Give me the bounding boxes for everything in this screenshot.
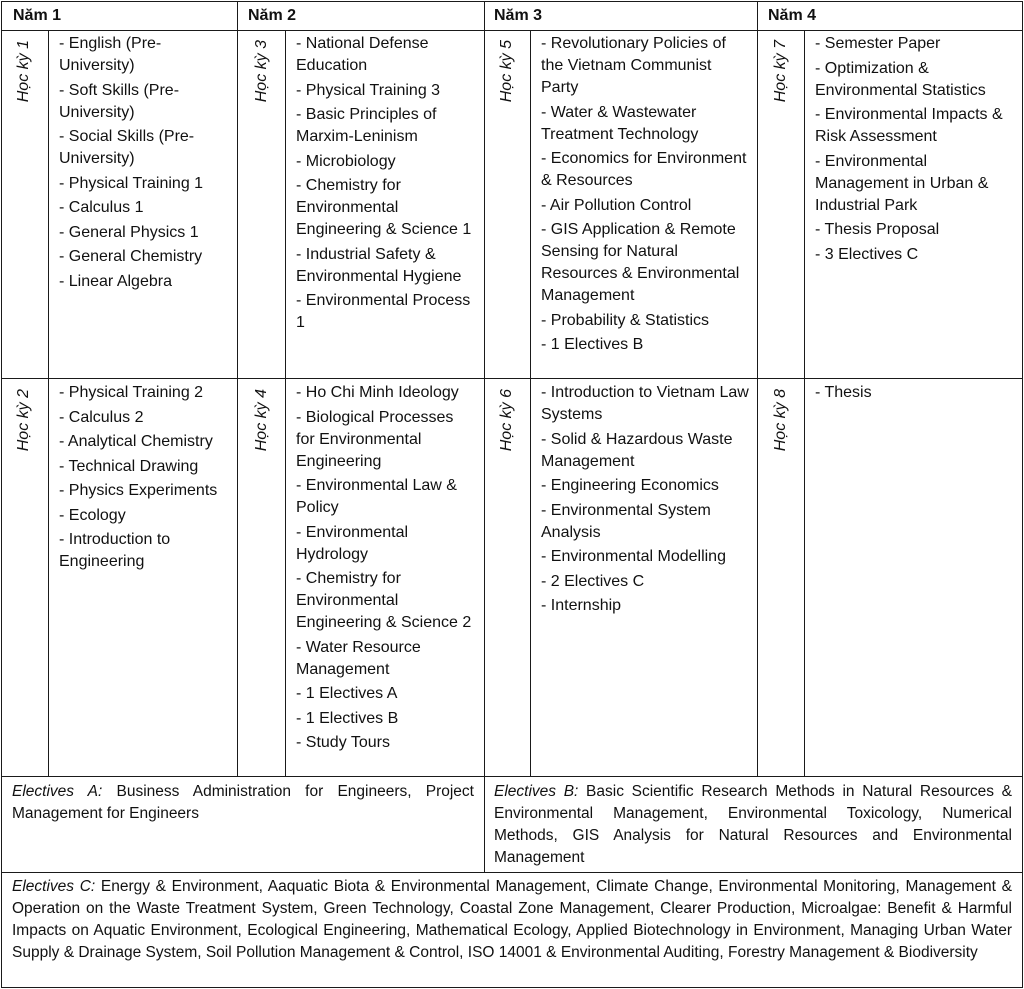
course-item: - Water & Wastewater Treatment Technology xyxy=(541,103,699,143)
course-item: - Introduction to Vietnam Law Systems xyxy=(541,384,749,423)
table-border-left xyxy=(1,1,2,988)
table-row-divider xyxy=(1,378,1023,379)
course-item: - Environmental Impacts & Risk Assessment xyxy=(815,106,1003,145)
course-list-semester-6 xyxy=(541,382,749,620)
label-divider xyxy=(530,30,531,777)
electives-a xyxy=(12,781,474,825)
column-divider xyxy=(484,1,485,873)
table-row-divider xyxy=(1,872,1023,873)
semester-label-5: Học kỳ 5 xyxy=(498,40,515,103)
course-item: - Environmental Management in Urban & Industrial Park xyxy=(815,152,989,214)
electives-b xyxy=(494,781,1012,869)
year-header-2: Năm 2 xyxy=(248,7,297,24)
course-item: - Physical Training 1 xyxy=(59,174,204,192)
course-item: - Physical Training 3 xyxy=(296,81,441,99)
course-item: - National Defense Education xyxy=(296,35,429,74)
course-item: - Soft Skills (Pre-University) xyxy=(59,81,180,121)
column-divider xyxy=(237,1,238,777)
course-item: - Engineering Economics xyxy=(541,477,719,494)
electives-c-label: Electives C: xyxy=(12,878,96,895)
course-list-semester-4 xyxy=(296,382,476,757)
electives-a-label: Electives A: xyxy=(12,783,103,800)
course-item: - Calculus 1 xyxy=(59,199,144,216)
label-divider xyxy=(48,30,49,777)
course-item: - Environmental Law & Policy xyxy=(296,477,457,516)
electives-c-text: Energy & Environment, Aaquatic Biota & Environmental Management, Climate Change, Environmental Monitoring, Management & Operation on the Waste Treatment System, Green Technology, Coastal Zone Management, Clearer Production, Microalgae: Benefit & Harmful Impacts on Aquatic Environment, Ecological Engineering, Mathematical Ecology, Applied Biotechnology in Environment, Managing Urban Water Supply & Drainage System, Soil Pollution Management & Control, ISO 14001 & Environmental Auditing, Forestry Management & Biodiversity xyxy=(12,878,1012,961)
table-border-right xyxy=(1022,1,1023,988)
course-item: - General Chemistry xyxy=(59,248,203,265)
course-item: - Internship xyxy=(541,597,622,614)
electives-b-label: Electives B: xyxy=(494,783,579,800)
course-item: - Air Pollution Control xyxy=(541,196,692,214)
course-item: - Chemistry for Environmental Engineering & Science 2 xyxy=(296,570,472,631)
course-item: - Environmental System Analysis xyxy=(541,501,711,541)
course-item: - Environmental Hydrology xyxy=(296,523,409,563)
course-list-semester-3 xyxy=(296,33,476,337)
course-item: - Linear Algebra xyxy=(59,272,172,290)
course-item: - Microbiology xyxy=(296,152,396,170)
course-item: - Analytical Chemistry xyxy=(59,433,213,450)
semester-label-3: Học kỳ 3 xyxy=(253,40,270,103)
course-item: - Water Resource Management xyxy=(296,638,421,678)
course-item: - GIS Application & Remote Sensing for Natural Resources & Environmental Management xyxy=(541,221,740,304)
table-border-top xyxy=(1,1,1023,2)
semester-label-1: Học kỳ 1 xyxy=(15,40,32,103)
course-item: - Probability & Statistics xyxy=(541,311,710,329)
course-list-semester-1 xyxy=(59,33,231,295)
label-divider xyxy=(285,30,286,777)
course-item: - Revolutionary Policies of the Vietnam Communist Party xyxy=(541,35,726,96)
course-item: - Calculus 2 xyxy=(59,408,144,426)
course-item: - 1 Electives A xyxy=(296,685,398,702)
course-item: - 1 Electives B xyxy=(541,336,644,353)
course-item: - Ho Chi Minh Ideology xyxy=(296,384,459,401)
table-border-bottom xyxy=(1,987,1023,988)
course-list-semester-8 xyxy=(815,382,1015,407)
course-item: - 3 Electives C xyxy=(815,245,919,263)
year-header-4: Năm 4 xyxy=(768,7,817,24)
course-item: - English (Pre-University) xyxy=(59,35,162,74)
course-item: - Environmental Modelling xyxy=(541,548,726,565)
electives-b-text: Basic Scientific Research Methods in Natural Resources & Environmental Management, Environmental Toxicology, Numerical Methods, GIS Analysis for Natural Resources and Environmental Management xyxy=(494,783,1012,866)
course-item: - Chemistry for Environmental Engineering & Science 1 xyxy=(296,177,472,238)
course-item: - Economics for Environment & Resources xyxy=(541,150,747,189)
course-item: - Solid & Hazardous Waste Management xyxy=(541,430,733,470)
course-item: - Biological Processes for Environmental Engineering xyxy=(296,408,454,470)
electives-a-text: Business Administration for Engineers, Project Management for Engineers xyxy=(12,783,474,822)
course-list-semester-2 xyxy=(59,382,231,576)
course-item: - Ecology xyxy=(59,506,126,524)
electives-c xyxy=(12,876,1012,964)
label-divider xyxy=(804,30,805,777)
course-item: - Physics Experiments xyxy=(59,482,218,499)
table-row-divider xyxy=(1,776,1023,777)
semester-label-7: Học kỳ 7 xyxy=(772,40,789,103)
course-item: - Industrial Safety & Environmental Hygiene xyxy=(296,245,462,285)
course-item: - General Physics 1 xyxy=(59,223,199,241)
course-list-semester-7 xyxy=(815,33,1015,268)
course-item: - Social Skills (Pre-University) xyxy=(59,128,195,167)
course-item: - Semester Paper xyxy=(815,35,941,52)
semester-label-2: Học kỳ 2 xyxy=(15,389,32,452)
course-item: - 1 Electives B xyxy=(296,709,399,727)
course-list-semester-5 xyxy=(541,33,749,359)
course-item: - Technical Drawing xyxy=(59,457,199,475)
course-item: - 2 Electives C xyxy=(541,572,645,590)
course-item: - Study Tours xyxy=(296,734,390,751)
semester-label-8: Học kỳ 8 xyxy=(772,389,789,452)
course-item: - Introduction to Engineering xyxy=(59,531,171,570)
semester-label-6: Học kỳ 6 xyxy=(498,389,515,452)
course-item: - Basic Principles of Marxim-Leninism xyxy=(296,106,437,145)
year-header-3: Năm 3 xyxy=(494,7,543,24)
course-item: - Optimization & Environmental Statistics xyxy=(815,59,986,99)
year-header-1: Năm 1 xyxy=(13,7,62,24)
course-item: - Environmental Process 1 xyxy=(296,292,471,331)
course-item: - Thesis xyxy=(815,384,872,401)
table-header-divider xyxy=(1,30,1023,31)
course-item: - Physical Training 2 xyxy=(59,384,204,401)
semester-label-4: Học kỳ 4 xyxy=(253,389,270,452)
course-item: - Thesis Proposal xyxy=(815,221,940,238)
column-divider xyxy=(757,1,758,777)
